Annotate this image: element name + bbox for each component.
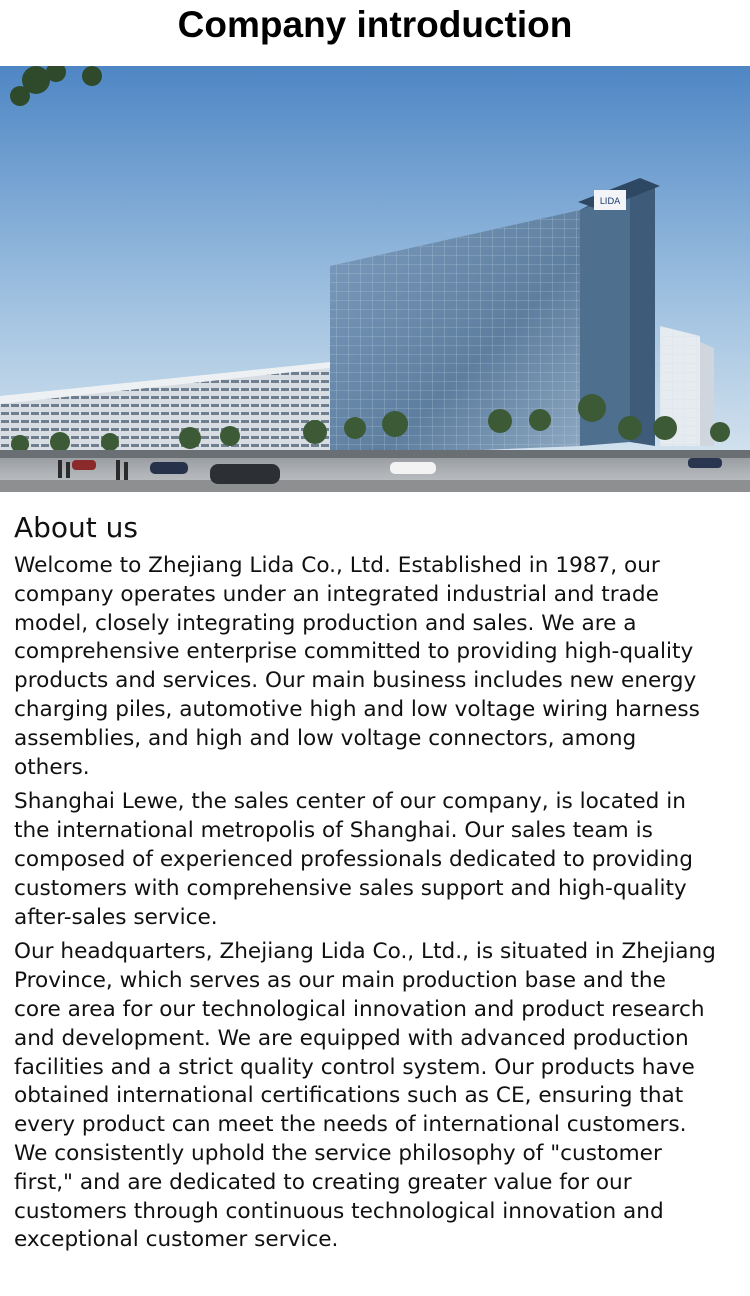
section-heading: About us (14, 511, 139, 544)
page-title: Company introduction (177, 4, 573, 45)
company-building-image (0, 66, 750, 492)
building-sign: LIDA (599, 197, 621, 207)
sales-center-paragraph: Shanghai Lewe, the sales center of our company, is located in the international metropolis of Shanghai. Our sales team is composed of experienced professionals dedicated to providing customers with comprehensive sales support and high-quality after-sales service. (14, 789, 693, 930)
headquarters-paragraph: Our headquarters, Zhejiang Lida Co., Ltd., is situated in Zhejiang Province, which serves as our main production base and the core area for our technological innovation and product research and development. We are equipped with advanced production facilities and a strict quality control system. Our products have obtained international certifications such as CE, ensuring that every product can meet the needs of international customers. We consistently uphold the service philosophy of "customer first," and are dedicated to creating greater value for our customers through continuous technological innovation and exceptional customer service. (14, 939, 716, 1253)
intro-paragraph: Welcome to Zhejiang Lida Co., Ltd. Established in 1987, our company operates under an integrated industrial and trade model, closely integrating production and sales. We are a comprehensive enterprise committed to providing high-quality products and services. Our main business includes new energy charging piles, automotive high and low voltage wiring harness assemblies, and high and low voltage connectors, among others. (14, 553, 700, 780)
about-section (14, 510, 750, 1255)
